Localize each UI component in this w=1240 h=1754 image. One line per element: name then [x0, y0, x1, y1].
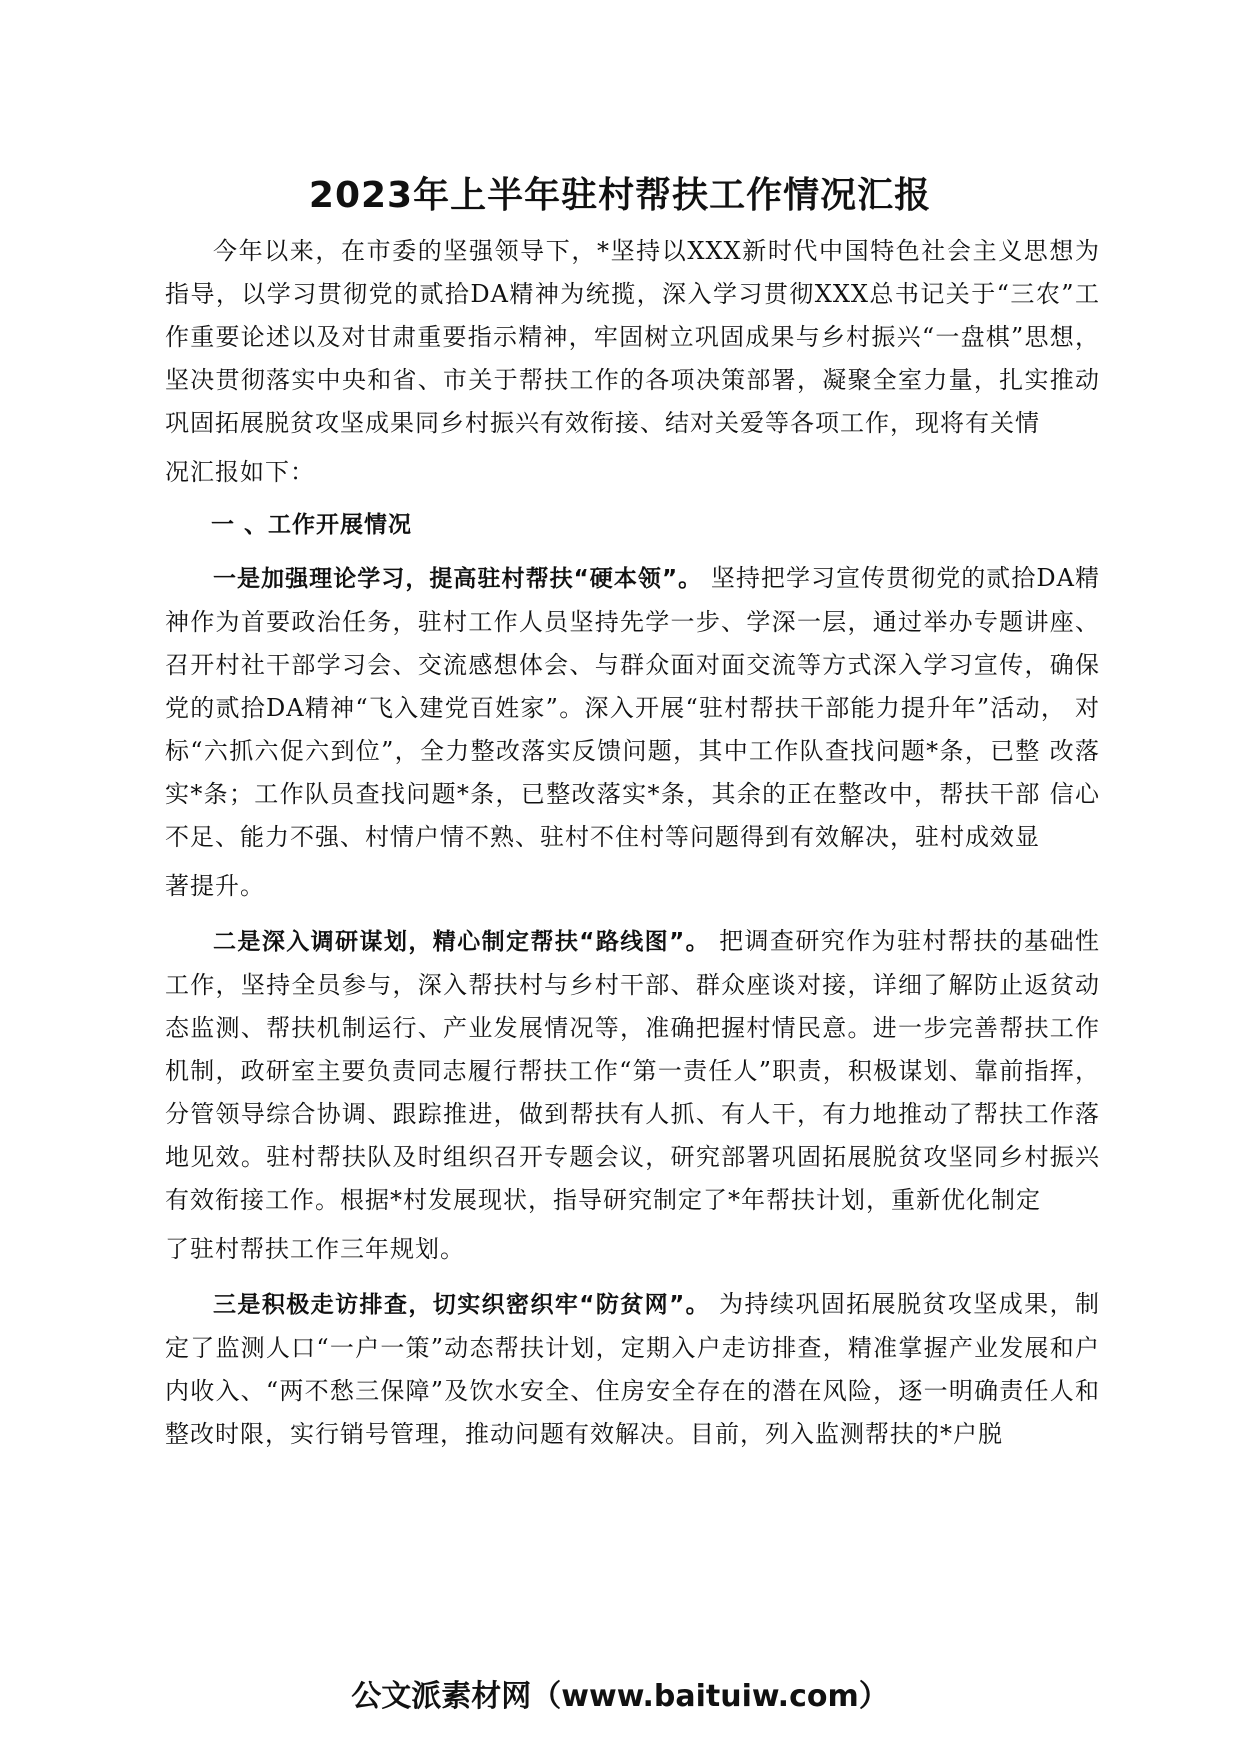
section-heading: 一 、工作开展情况: [211, 512, 413, 538]
document-body: [165, 230, 1100, 1456]
footer-watermark-text: 公文派素材网（www.baituiw.com）: [351, 1679, 889, 1714]
item-3-lead: 三是积极走访排查，切实织密织牢“防贫网”。: [213, 1292, 711, 1318]
intro-paragraph: 今年以来，在市委的坚强领导下，*坚持以XXX新时代中国特色社会主义思想为指导，以学习贯彻党的贰拾DA精神为统揽，深入学习贯彻XXX总书记关于“三农”工作重要论述以及对甘肃重要指示精神，牢固树立巩固成果与乡村振兴“一盘棋”思想，坚决贯彻落实中央和省、市关于帮扶工作的各项决策部署，凝聚全室力量，扎实推动巩固拓展脱贫攻坚成果同乡村振兴有效衔接、结对关爱等各项工作，现将有关情: [165, 237, 1100, 437]
item-1-continuation: 著提升。: [165, 872, 265, 900]
item-2-continuation: 了驻村帮扶工作三年规划。: [165, 1235, 465, 1263]
item-paragraph-2: [165, 920, 1100, 1222]
item-1-lead: 一是加强理论学习，提高驻村帮扶“硬本领”。: [213, 566, 703, 592]
item-paragraph-1: [165, 557, 1100, 859]
item-2-text: 把调查研究作为驻村帮扶的基础性工作，坚持全员参与，深入帮扶村与乡村干部、群众座谈对接，详细了解防止返贫动态监测、帮扶机制运行、产业发展情况等，准确把握村情民意。进一步完善帮扶工作机制，政研室主要负责同志履行帮扶工作“第一责任人”职责，积极谋划、靠前指挥，分管领导综合协调、跟踪推进，做到帮扶有人抓、有人干，有力地推动了帮扶工作落地见效。驻村帮扶队及时组织召开专题会议，研究部署巩固拓展脱贫攻坚同乡村振兴有效衔接工作。根据*村发展现状，指导研究制定了*年帮扶计划，重新优化制定: [165, 927, 1100, 1214]
item-3-text: 为持续巩固拓展脱贫攻坚成果，制定了监测人口“一户一策”动态帮扶计划，定期入户走访排查，精准掌握产业发展和户内收入、“两不愁三保障”及饮水安全、住房安全存在的潜在风险，逐一明确责任人和整改时限，实行销号管理，推动问题有效解决。目前，列入监测帮扶的*户脱: [165, 1290, 1100, 1448]
intro-paragraph-continuation: 况汇报如下：: [165, 458, 315, 486]
item-1-text: 坚持把学习宣传贯彻党的贰拾DA精神作为首要政治任务，驻村工作人员坚持先学一步、学深一层，通过举办专题讲座、 召开村社干部学习会、交流感想体会、与群众面对面交流等方式深入学习宣传，确保 党的贰拾DA精神“飞入建党百姓家”。深入开展“驻村帮扶干部能力提升年”活动， 对标“六抓六促六到位”，全力整改落实反馈问题，其中工作队查找问题*条，已整 改落实*条；工作队员查找问题*条，已整改落实*条，其余的正在整改中，帮扶干部 信心不足、能力不强、村情户情不熟、驻村不住村等问题得到有效解决，驻村成效显: [165, 564, 1101, 851]
document-title: 2023年上半年驻村帮扶工作情况汇报: [308, 175, 932, 216]
item-paragraph-3: [165, 1283, 1100, 1456]
item-2-lead: 二是深入调研谋划，精心制定帮扶“路线图”。: [213, 929, 711, 955]
